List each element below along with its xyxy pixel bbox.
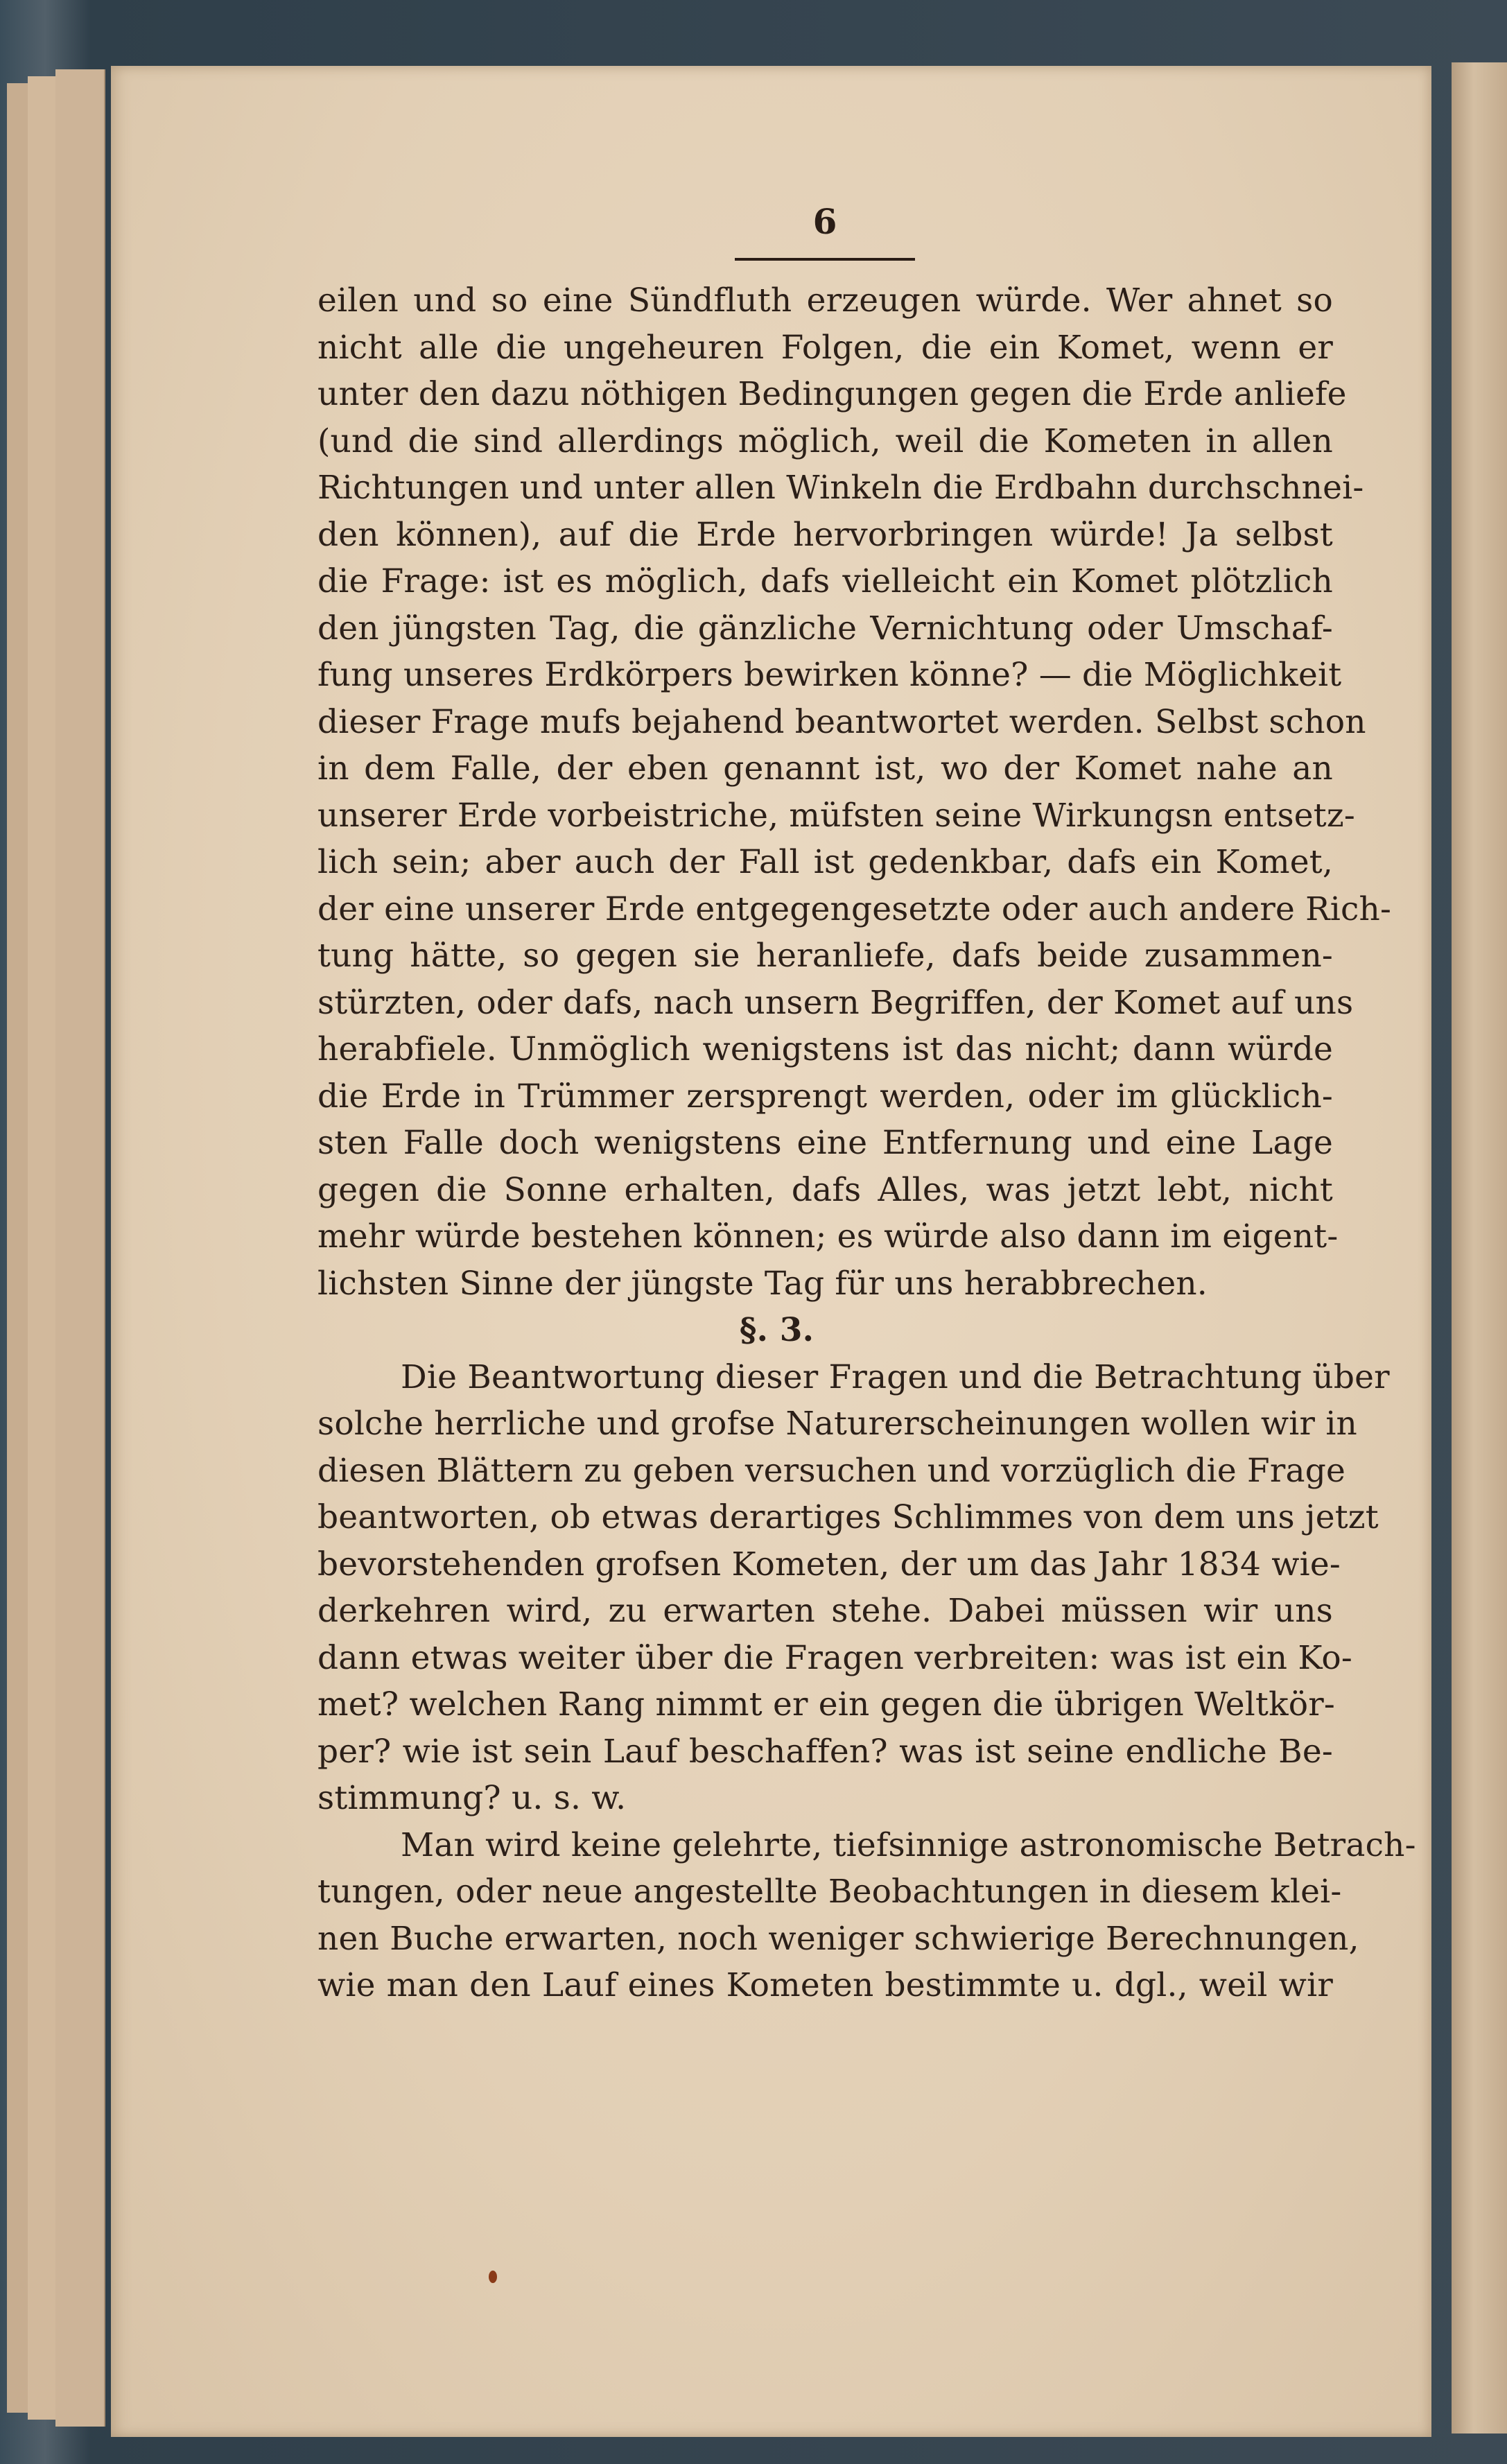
text-line: mehr würde bestehen können; es würde also dann im eigent-	[317, 1217, 1339, 1256]
text-line: stimmung? u. s. w.	[317, 1779, 627, 1817]
text-line: solche herrliche und grofse Naturerscheinungen wollen wir in	[317, 1405, 1358, 1443]
text-line: dieser Frage mufs bejahend beantwortet werden. Selbst schon	[317, 702, 1366, 741]
text-line: per? wie ist sein Lauf beschaffen? was ist seine endliche Be-	[317, 1732, 1333, 1771]
text-line: Die Beantwortung dieser Fragen und die Betrachtung über	[401, 1357, 1390, 1396]
text-line: beantworten, ob etwas derartiges Schlimmes von dem uns jetzt	[317, 1498, 1379, 1536]
text-line: derkehren wird, zu erwarten stehe. Dabei müssen wir uns	[317, 1592, 1333, 1630]
paragraph	[317, 1354, 1390, 1822]
text-line: in dem Falle, der eben genannt ist, wo der Komet nahe an	[317, 749, 1333, 788]
text-line: met? welchen Rang nimmt er ein gegen die übrigen Weltkör-	[317, 1685, 1336, 1724]
text-line: bevorstehenden grofsen Kometen, der um das Jahr 1834 wie-	[317, 1545, 1341, 1584]
text-line: dann etwas weiter über die Fragen verbreiten: was ist ein Ko-	[317, 1638, 1352, 1677]
paragraph-continued	[317, 277, 1392, 1307]
text-line: fung unseres Erdkörpers bewirken könne? — die Möglichkeit	[317, 656, 1342, 694]
text-line: nicht alle die ungeheuren Folgen, die ein Komet, wenn er	[317, 328, 1333, 367]
text-line: tungen, oder neue angestellte Beobachtungen in diesem klei-	[317, 1873, 1342, 1911]
text-line: gegen die Sonne erhalten, dafs Alles, was jetzt lebt, nicht	[317, 1170, 1333, 1209]
text-line: der eine unserer Erde entgegengesetzte oder auch andere Rich-	[317, 890, 1392, 928]
text-line: Richtungen und unter allen Winkeln die Erdbahn durchschnei-	[317, 469, 1364, 507]
text-line: den jüngsten Tag, die gänzliche Vernichtung oder Umschaf-	[317, 609, 1333, 648]
text-line: tung hätte, so gegen sie heranliefe, dafs beide zusammen-	[317, 937, 1333, 975]
text-line: diesen Blättern zu geben versuchen und vorzüglich die Frage	[317, 1451, 1346, 1490]
ink-blot	[489, 2271, 497, 2283]
page-number: 6	[812, 201, 837, 242]
text-line: Man wird keine gelehrte, tiefsinnige astronomische Betrach-	[401, 1825, 1416, 1864]
text-line: die Erde in Trümmer zersprengt werden, oder im glücklich-	[317, 1077, 1333, 1116]
page-edge-right	[1452, 62, 1507, 2433]
text-line: (und die sind allerdings möglich, weil die Kometen in allen	[317, 422, 1333, 460]
paragraph	[317, 1822, 1416, 2009]
text-line: stürzten, oder dafs, nach unsern Begriffen, der Komet auf uns	[317, 983, 1354, 1022]
page-edge	[55, 69, 105, 2427]
text-line: den können), auf die Erde hervorbringen würde! Ja selbst	[317, 515, 1333, 554]
section-heading: §. 3.	[739, 1311, 815, 1349]
text-line: sten Falle doch wenigstens eine Entfernung und eine Lage	[317, 1124, 1333, 1162]
text-line: lich sein; aber auch der Fall ist gedenkbar, dafs ein Komet,	[317, 843, 1333, 881]
text-line: eilen und so eine Sündfluth erzeugen würde. Wer ahnet so	[317, 281, 1333, 320]
text-line: nen Buche erwarten, noch weniger schwierige Berechnungen,	[317, 1919, 1359, 1958]
text-line: lichsten Sinne der jüngste Tag für uns herabbrechen.	[317, 1264, 1208, 1303]
body-text	[317, 277, 1416, 2009]
text-line: herabfiele. Unmöglich wenigstens ist das nicht; dann würde	[317, 1030, 1333, 1068]
text-line: die Frage: ist es möglich, dafs vielleicht ein Komet plötzlich	[317, 562, 1333, 600]
text-line: unter den dazu nöthigen Bedingungen gegen die Erde anliefe	[317, 375, 1347, 413]
page-number-rule	[735, 258, 915, 261]
text-line: unserer Erde vorbeistriche, müfsten seine Wirkungsn entsetz-	[317, 796, 1355, 835]
text-line: wie man den Lauf eines Kometen bestimmte u. dgl., weil wir	[317, 1966, 1333, 2004]
